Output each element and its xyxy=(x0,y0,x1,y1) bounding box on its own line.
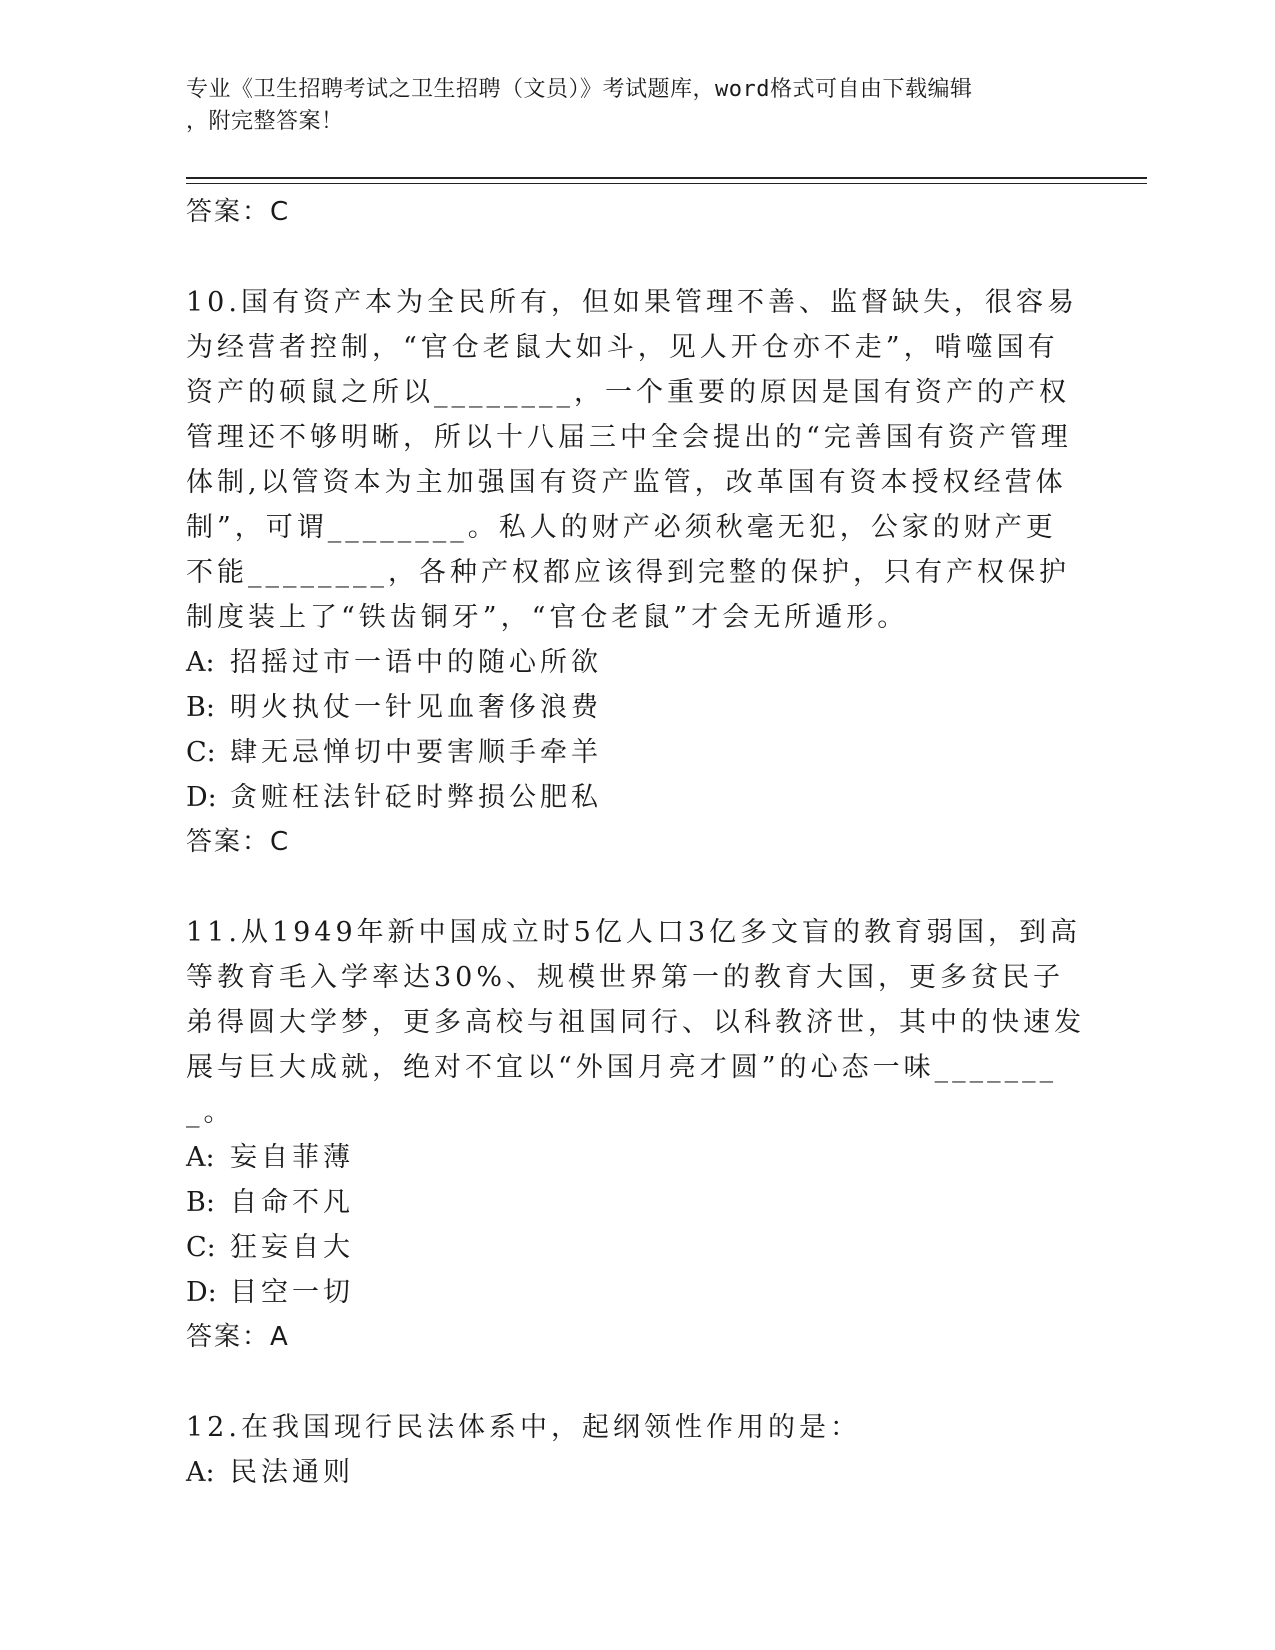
question-item xyxy=(186,280,1086,864)
option-d xyxy=(186,775,1086,820)
option-text: 自命不凡 xyxy=(230,1187,354,1218)
option-text: 民法通则 xyxy=(230,1457,354,1488)
option-c xyxy=(186,730,1086,775)
option-text: 妄自菲薄 xyxy=(230,1142,354,1173)
option-text: 贪赃枉法针砭时弊损公肥私 xyxy=(230,782,602,813)
option-letter: C: xyxy=(186,737,216,768)
header-line-2: ，附完整答案！ xyxy=(186,109,344,134)
option-a xyxy=(186,1450,1086,1495)
option-d xyxy=(186,1270,1086,1315)
option-list xyxy=(186,1450,1086,1495)
option-letter: C: xyxy=(186,1232,216,1263)
answer-line: 答案：C xyxy=(186,827,291,857)
option-letter: A: xyxy=(186,647,215,678)
question-text: 10.国有资产本为全民所有，但如果管理不善、监督缺失，很容易为经营者控制，“官仓老鼠大如斗，见人开仓亦不走”，啃噬国有资产的硕鼠之所以________，一个重要的原因是国有资产的产权管理还不够明晰，所以十八届三中全会提出的“完善国有资产管理体制,以管资本为主加强国有资产监管，改革国有资本授权经营体制”，可谓________。私人的财产必须秋毫无犯，公家的财产更不能________，各种产权都应该得到完整的保护，只有产权保护制度装上了“铁齿铜牙”，“官仓老鼠”才会无所遁形。 xyxy=(186,287,1078,633)
option-text: 狂妄自大 xyxy=(230,1232,354,1263)
question-text: 12.在我国现行民法体系中，起纲领性作用的是： xyxy=(186,1412,861,1443)
option-text: 招摇过市一语中的随心所欲 xyxy=(230,647,602,678)
option-letter: A: xyxy=(186,1457,215,1488)
document-header xyxy=(186,74,1066,138)
answer-line: 答案：A xyxy=(186,1322,290,1352)
option-a xyxy=(186,1135,1086,1180)
option-letter: A: xyxy=(186,1142,215,1173)
header-divider-thick xyxy=(186,177,1147,179)
option-b xyxy=(186,685,1086,730)
option-letter: B: xyxy=(186,692,215,723)
question-text: 11.从1949年新中国成立时5亿人口3亿多文盲的教育弱国，到高等教育毛入学率达30%、规模世界第一的教育大国，更多贫民子弟得圆大学梦，更多高校与祖国同行、以科教济世，其中的快速发展与巨大成就，绝对不宜以“外国月亮才圆”的心态一味________。 xyxy=(186,917,1085,1128)
option-text: 肆无忌惮切中要害顺手牵羊 xyxy=(230,737,602,768)
question-item xyxy=(186,910,1086,1359)
option-text: 目空一切 xyxy=(230,1277,354,1308)
option-b xyxy=(186,1180,1086,1225)
option-a xyxy=(186,640,1086,685)
header-line-1: 专业《卫生招聘考试之卫生招聘（文员）》考试题库，word格式可自由下载编辑 xyxy=(186,77,973,102)
option-letter: B: xyxy=(186,1187,215,1218)
option-letter: D: xyxy=(186,782,217,813)
option-c xyxy=(186,1225,1086,1270)
option-list xyxy=(186,640,1086,820)
question-item xyxy=(186,1405,1086,1495)
question-list xyxy=(186,190,1086,1541)
option-letter: D: xyxy=(186,1277,217,1308)
header-divider-thin xyxy=(186,183,1147,184)
option-list xyxy=(186,1135,1086,1315)
option-text: 明火执仗一针见血奢侈浪费 xyxy=(230,692,602,723)
previous-answer: 答案：C xyxy=(186,197,291,227)
